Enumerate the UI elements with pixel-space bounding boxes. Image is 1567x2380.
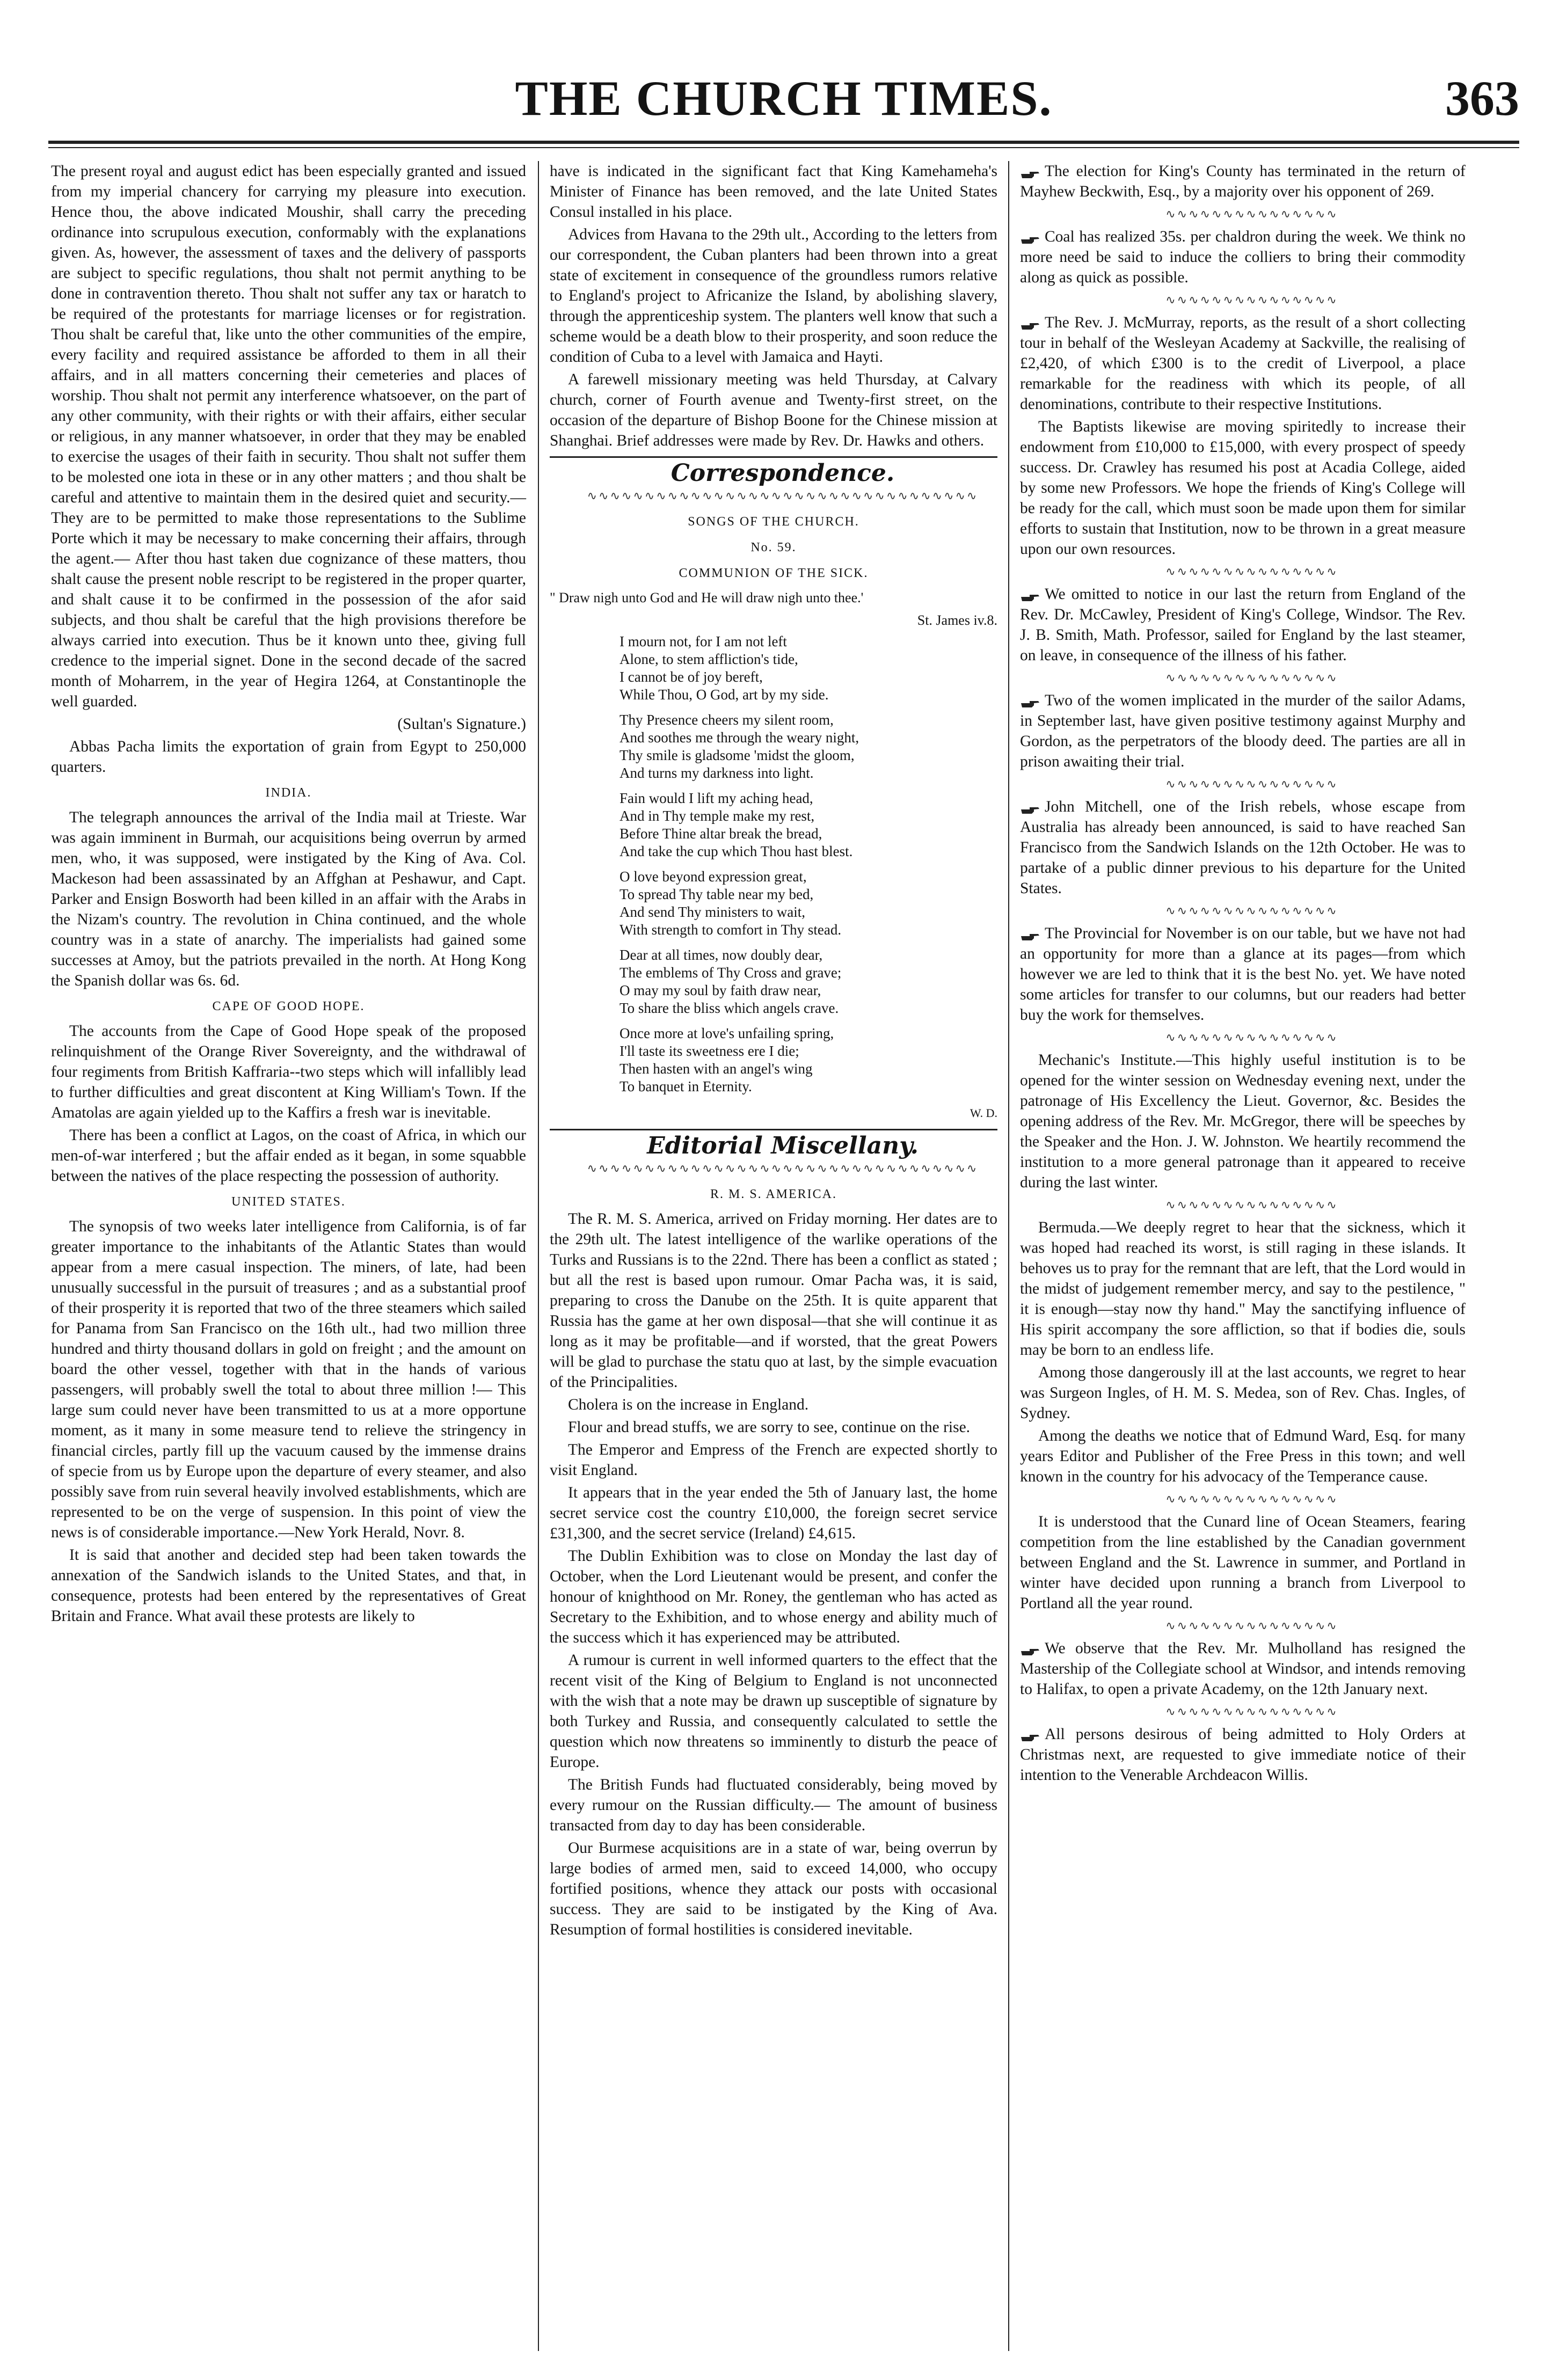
mulholland-paragraph: We observe that the Rev. Mr. Mulholland has resigned the Mastership of the Collegiate school at Windsor, and intends removing to Halifax, to open a private Academy, on the 12th January next. [1020,1640,1466,1698]
poem-line: While Thou, O God, art by my side. [619,687,829,703]
wavy-separator: ∿∿∿∿∿∿∿∿∿∿∿∿∿∿∿ [1165,207,1338,221]
poem-stanza [619,946,997,1017]
wavy-separator: ∿∿∿∿∿∿∿∿∿∿∿∿∿∿∿∿∿∿∿∿∿∿∿∿∿∿∿∿∿∿∿∿∿∿ [587,1162,979,1175]
flour-paragraph: Flour and bread stuffs, we are sorry to see, continue on the rise. [568,1419,971,1436]
page-number: 363 [1445,71,1519,126]
california-paragraph: The synopsis of two weeks later intelligence from California, is of far greater importance to the inhabitants of the Atlantic States than would appear from a mere casual inspection. The miners, of late, had been unusually successful in the pursuit of treasures ; and as a substantial proof of their prosperity it is reported that two of the three steamers which sailed for Panama from San Francisco on the 16th ult., had two million three hundred and thirty thousand dollars in gold on freight ; and the amount on board the other vessel, together with that in the hands of various passengers, will probably swell the total to about three million !— This large sum could never have been transmitted to us at a more opportune moment, as it many in some measure tend to relieve the stringency in financial circles, partly fill up the vacuum caused by the immense drains of specie from us by Europe upon the departure of every steamer, and also possibly save from ruin several heavily involved establishments, which are represented to be on the verge of suspension. In this point of view the news is of considerable importance.—New York Herald, Novr. 8. [51,1218,526,1541]
poem-line: I'll taste its sweetness ere I die; [619,1043,799,1059]
kamehameha-paragraph: have is indicated in the significant fact that King Kamehameha's Minister of Finance has been removed, and the late United States Consul installed in his place. [550,163,997,221]
secret-service-paragraph: It appears that in the year ended the 5th of January last, the home secret service cost the country £10,000, the foreign secret service £31,300, and the secret service (Ireland) £4,615. [550,1484,997,1542]
poem-stanza [619,711,997,782]
songs-heading: SONGS OF THE CHURCH. [688,515,859,529]
cholera-paragraph: Cholera is on the increase in England. [568,1396,809,1413]
poem-line: The emblems of Thy Cross and grave; [619,965,842,981]
poem-line: I mourn not, for I am not left [619,633,787,649]
mitchell-paragraph: John Mitchell, one of the Irish rebels, whose escape from Australia has already been announced, is said to have reached San Francisco from the Sandwich Islands on the 12th October. He was to partake of a public dinner previous to his departure for the United States. [1020,798,1466,897]
wavy-separator: ∿∿∿∿∿∿∿∿∿∿∿∿∿∿∿ [1165,1198,1338,1211]
wavy-separator: ∿∿∿∿∿∿∿∿∿∿∿∿∿∿∿ [1165,671,1338,684]
baptists-paragraph: The Baptists likewise are moving spiritedly to increase their endowment from £10,000 to £15,000, with every prospect of speedy success. Dr. Crawley has resumed his post at Acadia College, aided by some new Professors. We hope the friends of King's College will be ready for the call, which must soon be made upon them for similar efforts to sustain that Institution, now to be thrown in a great measure upon our own resources. [1020,418,1466,558]
section-heading-united-states: UNITED STATES. [231,1195,346,1209]
poem [550,633,997,1096]
emperor-paragraph: The Emperor and Empress of the French are expected shortly to visit England. [550,1441,997,1479]
coal-paragraph: Coal has realized 35s. per chaldron during the week. We think no more need be said to induce the colliers to bring their commodity along as quick as possible. [1020,228,1466,286]
burmese-paragraph: Our Burmese acquisitions are in a state of war, being overrun by large bodies of armed men, said to exceed 14,000, who occupy fortified positions, whence they attack our posts with occasional success. They are said to be instigated by the King of Ava. Resumption of formal hostilities is considered inevitable. [550,1839,997,1938]
correspondence-heading: Correspondence. [670,459,895,487]
dublin-exhibition-paragraph: The Dublin Exhibition was to close on Monday the last day of October, when the Lord Lieutenant would be present, and confer the honour of knighthood on Mr. Roney, the gentleman who has acted as Secretary to the Exhibition, and to whose energy and ability much of the success which it has experienced may be attributed. [550,1547,997,1646]
poem-line: To banquet in Eternity. [619,1078,752,1094]
missionary-paragraph: A farewell missionary meeting was held Thursday, at Calvary church, corner of Fourth avenue and Twenty-first street, on the occasion of the departure of Bishop Boone for the Chinese mission at Shanghai. Brief addresses were made by Rev. Dr. Hawks and others. [550,371,997,449]
pointing-hand-icon [1020,1729,1040,1741]
holy-orders-paragraph: All persons desirous of being admitted to Holy Orders at Christmas next, are requested to give immediate notice of their intention to the Venerable Archdeacon Willis. [1020,1726,1466,1784]
pointing-hand-icon [1020,802,1040,814]
pointing-hand-icon [1020,232,1040,244]
poem-line: And in Thy temple make my rest, [619,808,815,824]
pointing-hand-icon [1020,589,1040,601]
ingles-paragraph: Among those dangerously ill at the last accounts, we regret to hear was Surgeon Ingles, of H. M. S. Medea, son of Rev. Chas. Ingles, of Sydney. [1020,1364,1466,1422]
poem-line: Once more at love's unfailing spring, [619,1025,834,1041]
poem-line: Thy Presence cheers my silent room, [619,712,834,728]
pointing-hand-icon [1020,929,1040,940]
rms-america-heading: R. M. S. AMERICA. [710,1187,837,1201]
wavy-separator: ∿∿∿∿∿∿∿∿∿∿∿∿∿∿∿ [1165,1031,1338,1044]
poem-line: O may my soul by faith draw near, [619,982,821,998]
wavy-separator: ∿∿∿∿∿∿∿∿∿∿∿∿∿∿∿ [1165,777,1338,791]
ward-death-paragraph: Among the deaths we notice that of Edmund Ward, Esq. for many years Editor and Publisher of the Free Press in this town; and well known in the country for his advocacy of the Temperance cause. [1020,1427,1466,1485]
column-2 [550,161,997,1942]
poem-line: Fain would I lift my aching head, [619,790,813,806]
wavy-separator: ∿∿∿∿∿∿∿∿∿∿∿∿∿∿∿ [1165,1492,1338,1506]
british-funds-paragraph: The British Funds had fluctuated considerably, being moved by every rumour on the Russian difficulty.— The amount of business transacted from day to day has been considerable. [550,1776,997,1834]
editorial-miscellany-heading: Editorial Miscellany. [647,1132,919,1159]
poem-stanza [619,790,997,860]
poem-line: Then hasten with an angel's wing [619,1061,813,1077]
america-paragraph: The R. M. S. America, arrived on Friday morning. Her dates are to the 29th ult. The latest intelligence of the warlike operations of the Turks and Russians is to the 22nd. There has been a conflict as stated ; but all the rest is based upon rumour. Omar Pacha was, it is said, preparing to cross the Danube on the 25th. It is quite apparent that Russia has the game at her own disposal—that she will continue it as long as it may be profitable—and if worsted, that the great Powers will be glad to purchase the statu quo at last, by the simple evacuation of the Principalities. [550,1210,997,1391]
masthead [48,70,1519,134]
wavy-separator: ∿∿∿∿∿∿∿∿∿∿∿∿∿∿∿ [1165,1705,1338,1718]
poem-line: To share the bliss which angels crave. [619,1000,839,1016]
poem-stanza [619,868,997,939]
havana-paragraph: Advices from Havana to the 29th ult., According to the letters from our correspondent, the Cuban planters had been thrown into a great state of excitement in consequence of the groundless rumors relative to England's project to Africanize the Island, by abolishing slavery, through the apprenticeship system. The planters well know that such a scheme would be a death blow to their prosperity, and soon reduce the condition of Cuba to a level with Jamaica and Hayti. [550,226,997,366]
header-rule-thin [48,147,1519,148]
mechanics-institute-paragraph: Mechanic's Institute.—This highly useful institution is to be opened for the winter session on Wednesday evening next, under the patronage of His Excellency the Lieut. Governor, &c. Besides the opening address of the Rev. Mr. McGregor, there will be speeches by the Speaker and the Hon. J. W. Johnston. We heartily recommend the institution to a more general patronage than it appeared to receive during the last winter. [1020,1052,1466,1191]
sandwich-islands-paragraph: It is said that another and decided step had been taken towards the annexation of the Sandwich islands to the United States, and that, in consequence, protests had been entered by the representatives of Great Britain and France. What avail these protests are likely to [51,1546,526,1625]
belgium-paragraph: A rumour is current in well informed quarters to the effect that the recent visit of the King of Belgium to England is not unconnected with the wish that a note may be drawn up susceptible of signature by both Turkey and Russia, and consequently calculated to settle the question which now threatens so imminently to disturb the peace of Europe. [550,1652,997,1771]
poem-line: I cannot be of joy bereft, [619,669,763,685]
wavy-separator: ∿∿∿∿∿∿∿∿∿∿∿∿∿∿∿ [1165,565,1338,578]
cunard-paragraph: It is understood that the Cunard line of Ocean Steamers, fearing competition from the line established by the Canadian government between England and the St. Lawrence in summer, and Portland in winter have decided upon running a branch from Liverpool to Portland all the year round. [1020,1513,1466,1612]
india-paragraph: The telegraph announces the arrival of the India mail at Trieste. War was again imminent in Burmah, our acquisitions being overrun by armed men, who, it was supposed, were instigated by the King of Ava. Col. Mackeson had been assassinated by an Affghan at Peshawur, and Capt. Parker and Ensign Bosworth had been killed in an affair with the Arabs in the Nizam's country. The revolution in China continued, and the whole country was in a state of anarchy. The imperialists had gained some successes at Amoy, but the patriots prevailed in the north. At Hong Kong the Spanish dollar was 6s. 6d. [51,809,526,989]
poem-number: No. 59. [750,541,797,554]
poem-title: COMMUNION OF THE SICK. [679,566,869,580]
pointing-hand-icon [1020,696,1040,707]
newspaper-title: THE CHURCH TIMES. [515,71,1053,126]
pointing-hand-icon [1020,1644,1040,1655]
egypt-paragraph: Abbas Pacha limits the exportation of grain from Egypt to 250,000 quarters. [51,738,526,776]
sultan-signature: (Sultan's Signature.) [397,716,526,733]
column-divider-1 [538,161,539,2351]
section-rule [550,456,997,458]
pointing-hand-icon [1020,318,1040,330]
election-paragraph: The election for King's County has terminated in the return of Mayhew Beckwith, Esq., by a majority over his opponent of 269. [1020,163,1466,200]
poem-signature: W. D. [970,1106,997,1120]
poem-line: And turns my darkness into light. [619,765,814,781]
poem-line: O love beyond expression great, [619,868,807,885]
wavy-separator: ∿∿∿∿∿∿∿∿∿∿∿∿∿∿∿ [1165,293,1338,306]
provincial-paragraph: The Provincial for November is on our table, but we have not had an opportunity for more than a glance at its pages—from which however we are led to think that it is the best No. yet. We have noted some articles for transfer to our columns, but our readers had better buy the work for themselves. [1020,925,1466,1024]
section-rule [550,1129,997,1130]
column-1 [51,161,526,1629]
poem-line: Dear at all times, now doubly dear, [619,947,823,963]
mcmurray-paragraph: The Rev. J. McMurray, reports, as the result of a short collecting tour in behalf of the Wesleyan Academy at Sackville, the realising of £2,420, of which £300 is to the credit of Liverpool, a place remarkable for the readiness with which its people, of all denominations, contribute to their respective Institutions. [1020,314,1466,413]
poem-line: And soothes me through the weary night, [619,729,859,746]
column-divider-2 [1008,161,1009,2351]
wavy-separator: ∿∿∿∿∿∿∿∿∿∿∿∿∿∿∿∿∿∿∿∿∿∿∿∿∿∿∿∿∿∿∿∿∿∿ [587,489,979,502]
pointing-hand-icon [1020,166,1040,178]
poem-epigraph: " Draw nigh unto God and He will draw nigh unto thee.' [550,590,864,605]
murder-trial-paragraph: Two of the women implicated in the murder of the sailor Adams, in September last, have given positive testimony against Murphy and Gordon, as the perpetrators of the bloody deed. The parties are all in prison awaiting their trial. [1020,692,1466,770]
cape-paragraph: The accounts from the Cape of Good Hope speak of the proposed relinquishment of the Orange River Sovereignty, and the withdrawal of four regiments from British Kaffraria--two steps which will infallibly lead to further difficulties and great discontent at King William's Town. If the Amatolas are again yielded up to the Kaffirs a fresh war is inevitable. [51,1023,526,1121]
bermuda-paragraph: Bermuda.—We deeply regret to hear that the sickness, which it was hoped had reached its worst, is still raging in these islands. It behoves us to pray for the remnant that are left, that the Lord would in the midst of judgement remember mercy, and say to the pestilence, " it is enough—stay now thy hand." May the sanctifying influence of His spirit accompany the sore affliction, so that if bodies die, souls may be born to an endless life. [1020,1219,1466,1359]
section-heading-india: INDIA. [265,786,312,800]
poem-line: Before Thine altar break the bread, [619,826,822,842]
poem-epigraph-reference: St. James iv.8. [917,612,997,628]
poem-stanza [619,633,997,704]
section-heading-cape: CAPE OF GOOD HOPE. [212,999,365,1013]
poem-line: Thy smile is gladsome 'midst the gloom, [619,747,855,763]
poem-line: And take the cup which Thou hast blest. [619,843,853,859]
wavy-separator: ∿∿∿∿∿∿∿∿∿∿∿∿∿∿∿ [1165,904,1338,917]
mccawley-paragraph: We omitted to notice in our last the return from England of the Rev. Dr. McCawley, President of King's College, Windsor. The Rev. J. B. Smith, Math. Professor, sailed for England by the last steamer, on leave, in consequence of the illness of his father. [1020,586,1466,664]
poem-line: And send Thy ministers to wait, [619,904,805,920]
header-rule [48,141,1519,144]
poem-stanza [619,1025,997,1096]
poem-line: Alone, to stem affliction's tide, [619,651,798,667]
wavy-separator: ∿∿∿∿∿∿∿∿∿∿∿∿∿∿∿ [1165,1619,1338,1632]
edict-paragraph: The present royal and august edict has been especially granted and issued from my imperial chancery for carrying my pleasure into execution. Hence thou, the above indicated Moushir, shall carry the preceding ordinance into scrupulous execution, conformably with the explanations given. As, however, the assessment of taxes and the delivery of passports are subject to specific regulations, thou shalt not permit anything to be done in contravention thereto. Thou shalt not suffer any tax or haratch to be required of the protestants for marriage licenses or for registration. Thou shalt be careful that, like unto the other communities of the empire, every facility and required assistance be afforded to them in all their affairs, and in all matters concerning their cemeteries and places of worship. Thou shalt not permit any interference whatsoever, on the part of any other community, with their rights or with their affairs, either secular or religious, in any manner whatsoever, in order that they may be enabled to exercise the usages of their faith in security. Thou shalt not suffer them to be molested one iota in these or in any other matters ; and thou shalt be careful and attentive to maintain them in the desired quiet and security.— They are to be permitted to make those representations to the Sublime Porte which it may be necessary to make concerning their affairs, through the agent.— After thou hast taken due cognizance of these matters, thou shalt cause the present noble rescript to be registered in the proper quarter, and shalt cause it to be confirmed in the possession of the afor said subjects, and thou shalt be careful that the high provisions therefore be always carried into execution. Thus be it known unto thee, giving full credence to the imperial signet. Done in the second decade of the sacred month of Moharrem, in the year of Hegira 1264, at Constantinople the well guarded. [51,163,526,710]
poem-line: To spread Thy table near my bed, [619,886,814,902]
lagos-paragraph: There has been a conflict at Lagos, on the coast of Africa, in which our men-of-war interfered ; but the affair ended as it began, in some squabble between the natives of the place respecting the possession of authority. [51,1127,526,1185]
poem-line: With strength to comfort in Thy stead. [619,922,842,938]
column-3 [1020,161,1466,1787]
